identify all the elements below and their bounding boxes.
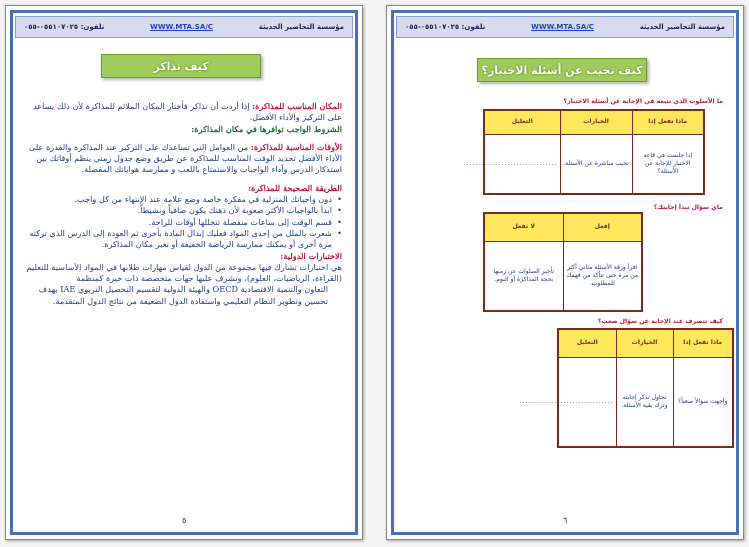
page-title — [101, 54, 261, 78]
table-header: الخيارات — [560, 110, 632, 134]
header-org: مؤسسة التحاضير الحديثة — [258, 23, 344, 31]
page-header — [15, 16, 353, 38]
table-answer-method — [463, 109, 705, 195]
heading-conditions: الشروط الواجب توافرها في مكان المذاكرة: — [191, 123, 342, 134]
text-international: هي اختبارات تشارك فيها مجموعة من الدول لقياس مهارات طلابها في المواد الأساسية للتعليم (القراءة، الرياضيات، العلوم)، وتشرف عليها جهات متخصصة ذات خبرة كمنظمة — [26, 261, 342, 284]
list-item: • شعرت بالملل من إحدى المواد فعليك إبدال المادة بأخرى ثم العودة إلى الدرس الذي تركته مرة أخرى أو يمكنك ممارسة الرياضة الخفيفة أو تغير مكان المذاكرة. — [26, 228, 342, 251]
table-header: ماذا تفعل إذا — [673, 329, 733, 357]
heading-times: الأوقات المناسبة للمذاكرة: — [250, 141, 342, 152]
text-times: من العوامل التي تساعدك على التركيز عند المذاكرة والقدرة على الأداء الأفضل تحديد الوقت المناسب للمذاكرة عن طريق وضع جدول زمني ينظم أوقاتك بين استذكار الدرس وأداء الواجبات والاستمتاع باللعب و ممارسة هواياتك المفضلة. — [28, 141, 342, 175]
table-do-dont — [483, 212, 643, 312]
table-header: إفعل — [563, 213, 642, 241]
study-content — [26, 101, 342, 307]
page-title-text: كيف تجيب عن أسئلة الاختبار؟ — [481, 63, 643, 77]
table-cell: تأخير الصلوات عن زمنها بحجة المذاكرة أو النوم. — [484, 241, 563, 311]
page-number: ٥ — [182, 516, 187, 525]
header-org: مؤسسة التحاضير الحديثة — [639, 23, 725, 31]
table-header: التعليل — [484, 110, 560, 134]
header-phone: تلفون: ٠٥٥١٠٧٠٢٥-٠٥٥ — [24, 23, 105, 31]
header-phone: تلفون: ٠٥٥١٠٧٠٢٥-٠٥٥ — [405, 23, 486, 31]
list-item: • ابدأ بالواجبات الأكثر صعوبة لأن ذهنك يكون صافياً ونشيطاً. — [26, 205, 342, 216]
table-header: ماذا تفعل إذا — [632, 110, 704, 134]
list-item: • قسم الوقت إلى ساعات منفصلة تتخللها أوقات للراحة. — [26, 217, 342, 228]
heading-place: المكان المناسب للمذاكرة: — [252, 101, 342, 111]
page-title-text: كيف تذاكر — [153, 59, 209, 73]
page-header — [396, 16, 734, 38]
text-international-2: التعاون والتنمية الاقتصادية OECD والهيئة الدولية لتقسيم التحصيل التربوي IAE بهدف تحسين وتطوير النظام التعليمي واستفادة الدول الضعيفة من نتائج الدول المتقدمة. — [38, 284, 328, 306]
table-header: التعليل — [558, 329, 616, 357]
heading-international: الاختبارات الدولية: — [280, 250, 342, 261]
question-3: كيف تتصرف عند الإجابة عن سؤال صعب؟ — [597, 318, 723, 325]
table-cell: ................................ — [558, 357, 616, 447]
question-2: ماي سؤال تبدأ إجابتك؟ — [653, 204, 723, 211]
table-cell: إذا جلست في قاعة الاختبار للإجابة عن الأسئلة؟ — [632, 134, 704, 194]
heading-method: الطريقة الصحيحة للمذاكرة: — [247, 182, 342, 193]
table-cell: واجهت سؤالاً صعباً؟ — [673, 357, 733, 447]
header-website[interactable]: WWW.MTA.SA/C — [150, 23, 213, 31]
page-number: ٦ — [563, 516, 568, 525]
header-website[interactable]: WWW.MTA.SA/C — [531, 23, 594, 31]
table-header: الخيارات — [616, 329, 673, 357]
page-title — [477, 58, 647, 82]
table-hard-question — [519, 328, 734, 448]
question-1: ما الأسلوب الذي تتبعه في الإجابة عن أسئلة الاختبار؟ — [563, 98, 723, 105]
table-cell: ................................ — [484, 134, 560, 194]
table-cell: تجيب مباشرة عن الأسئلة. — [560, 134, 632, 194]
text-place: إذا أردت أن تذاكر فأختار المكان الملائم للمذاكرة لأن ذلك يساعد على التركيز والأداء الأفضل. — [32, 101, 342, 123]
table-cell: تحاول تذكر إجابته وترك بقية الأسئلة. — [616, 357, 673, 447]
paragraph-times — [26, 142, 342, 176]
table-header: لا تفعل — [484, 213, 563, 241]
left-page — [5, 5, 363, 540]
table-cell: اقرأ ورقة الأسئلة مثاني أكثر من مرة حتى تتأكد من فهمك للمطلوب. — [563, 241, 642, 311]
paragraph-place — [26, 101, 342, 124]
right-page — [386, 5, 744, 540]
list-item: • دون واجباتك المنزلية في مفكرة خاصة وضع علامة عند الإنتهاء من كل واجب. — [26, 194, 342, 205]
